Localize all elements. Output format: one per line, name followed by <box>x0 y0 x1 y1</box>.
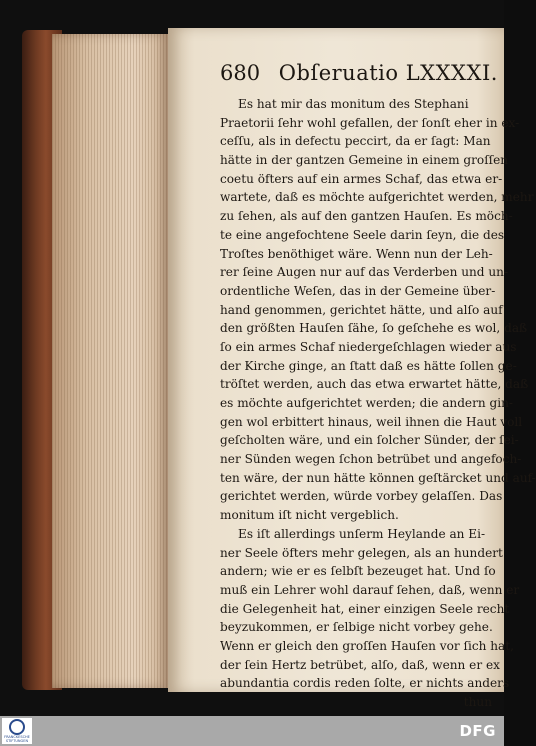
dfg-logo[interactable]: DFG <box>459 722 496 740</box>
viewer-footer <box>0 716 504 746</box>
text-line: te eine angefochtene Seele darin ſeyn, die des <box>220 227 505 242</box>
book-scan <box>22 28 536 709</box>
text-line: hätte in der gantzen Gemeine in einem groſſen <box>220 153 509 168</box>
text-line: monitum iſt nicht vergeblich. <box>220 508 399 523</box>
text-line: tröſtet werden, auch das etwa erwartet hätte, daß <box>220 377 529 392</box>
running-head-title: Obſeruatio LXXXXI. <box>278 61 498 85</box>
text-line: Praetorii ſehr wohl gefallen, der ſonſt eher in ex- <box>220 115 520 130</box>
body-text <box>220 95 536 712</box>
text-line: ner Seele öfters mehr gelegen, als an hundert <box>220 545 503 560</box>
running-head <box>220 60 498 86</box>
page-number: 680 <box>220 61 261 85</box>
text-line: zu ſehen, als auf den gantzen Hauſen. Es möch- <box>220 209 513 224</box>
logo-text: FRANCKESCHE STIFTUNGEN <box>4 735 30 743</box>
text-line: Wenn er gleich den groſſen Hauſen vor ſich hat, <box>220 638 514 653</box>
text-line: coetu öfters auf ein armes Schaf, das etwa er- <box>220 171 503 186</box>
text-line: der ſein Hertz betrübet, alſo, daß, wenn er ex <box>220 657 500 672</box>
text-line: ner Sünden wegen ſchon betrübet und angefoch- <box>220 452 522 467</box>
text-line: andern; wie er es ſelbſt bezeuget hat. Und ſo <box>220 564 496 579</box>
text-line: muß ein Lehrer wohl darauf ſehen, daß, wenn er <box>220 582 520 597</box>
text-line: geſcholten wäre, und ein ſolcher Sünder, der ſei- <box>220 433 519 448</box>
text-line: Es hat mir das monitum des Stephani <box>238 97 469 111</box>
text-line: abundantia cordis reden ſolte, er nichts anders <box>220 676 510 691</box>
text-line: ordentliche Weſen, das in der Gemeine über- <box>220 283 496 298</box>
text-line: ceſſu, als in defectu peccirt, da er ſagt: Man <box>220 134 491 149</box>
text-line: Es iſt allerdings unſerm Heylande an Ei- <box>238 526 486 541</box>
text-line: es möchte aufgerichtet werden; die andern gin- <box>220 396 513 410</box>
text-line: hand genommen, gerichtet hätte, und alſo auf <box>220 302 503 317</box>
text-line: ſo ein armes Schaf niedergeſchlagen wieder aus <box>220 339 517 354</box>
text-line: gerichtet werden, würde vorbey gelaſſen. Das <box>220 489 503 504</box>
text-line: den größten Hauſen ſähe, ſo geſchehe es wol, daß <box>220 321 528 336</box>
text-line: ten wäre, der nun hätte können geſtärcket und auf- <box>220 470 536 485</box>
seal-icon <box>9 719 25 735</box>
text-line: die Gelegenheit hat, einer einzigen Seele recht <box>220 601 510 616</box>
text-line: gen wol erbittert hinaus, weil ihnen die Haut voll <box>220 414 523 429</box>
text-line: rer ſeine Augen nur auf das Verderben und un- <box>220 265 509 280</box>
text-line: wartete, daß es möchte aufgerichtet werden, mehr <box>220 190 534 205</box>
page-fore-edge <box>52 34 168 688</box>
text-line: der Kirche ginge, an ſtatt daß es hätte ſollen ge- <box>220 358 517 373</box>
text-line: Troſtes benöthiget wäre. Wenn nun der Leh- <box>220 246 493 261</box>
text-line: thun <box>463 695 492 709</box>
book-page <box>168 28 536 709</box>
text-line: beyzukommen, er ſelbige nicht vorbey gehe. <box>220 620 493 635</box>
institution-logo[interactable] <box>2 718 32 744</box>
